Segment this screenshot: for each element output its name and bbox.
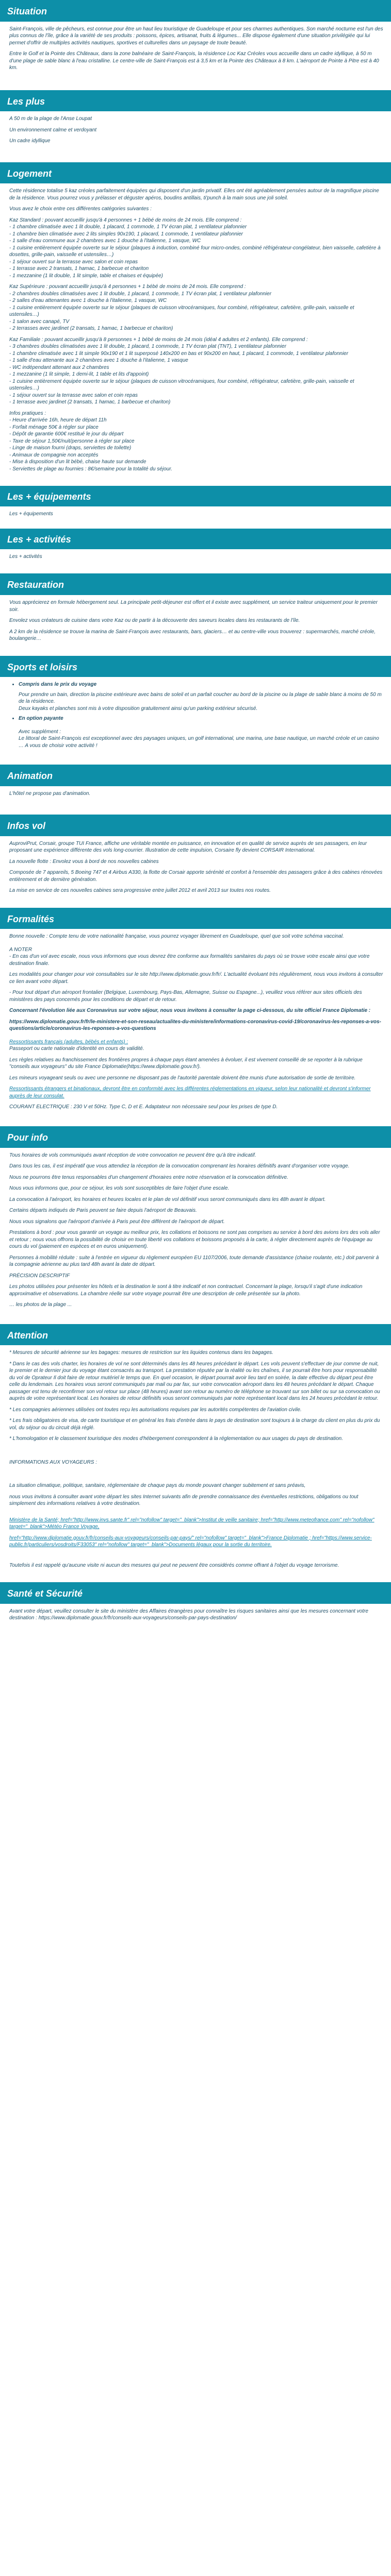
section-sante-securite (0, 1582, 391, 1622)
attention-paragraph-8: nous vous invitons à consulter avant votre départ les sites Internet suivants afin de prendre connaissance des éventuelles restrictions, obligations ou tout simplement des informations relatives à votre destination. (9, 1494, 359, 1507)
section-content-animation (0, 790, 391, 798)
logement-familiale-line: - 1 salle d'eau attenante aux 2 chambres avec 1 douche à l'italienne, 1 vasque (9, 358, 188, 364)
formalites-paragraph-4: Les modalités pour changer pour voir consultables sur le site http://www.diplomatie.gouv.fr/fr/. L'actualité évoluant très régulièrement, nous vous invitons à consulter ce lien avant votre départ. (9, 972, 383, 985)
plus-item: Un environnement calme et verdoyant (9, 127, 96, 133)
section-content-plus (0, 115, 391, 145)
section-content-sante-securite (0, 1608, 391, 1622)
pour-info-paragraph-8: Prestations à bord : pour vous garantir un voyage au meilleur prix, les collations et boissons ne sont pas comprises au service à bord des avions lors des vols aller et retour ; nous vous offrons la possibilité de choisir en toute liberté vos collations et boissons proposés à la carte, à régler directement auprès de l'équipage au cours du vol (paiement en espèces et en euros uniquement). (9, 1230, 380, 1250)
sante-securite-paragraph-1: Avant votre départ, veuillez consulter le site du ministère des Affaires étrangères pour connaître les risques sanitaires ainsi que les mesures concernant votre destination : https://www.diplomatie.gouv.fr/fr/conseils-aux-voyageurs/conseils-par-pays-destination/ (9, 1608, 368, 1621)
logement-standard-block (9, 217, 384, 280)
section-restauration (0, 573, 391, 642)
pour-info-paragraph-7: Nous vous signalons que l'aéroport d'arrivée à Paris peut être différent de l'aéroport de départ. (9, 1218, 225, 1225)
section-heading-logement: Logement (0, 162, 391, 184)
pour-info-paragraph-3: Nous ne pourrons être tenus responsables d'un changement d'horaires entre notre réservation et la convocation définitive. (9, 1174, 288, 1180)
sports-list-item-included (19, 681, 384, 712)
logement-standard-line: Kaz Standard : pouvant accueillir jusqu'à 4 personnes + 1 bébé de moins de 24 mois. Elle comprend : (9, 217, 242, 223)
sports-included-text: Pour prendre un bain, direction la piscine extérieure avec bains de soleil et un parfait coucher au bord de la piscine ou la plage de sable blanc à moins de 50 m de la résidence. (19, 691, 382, 705)
logement-standard-line: - 1 terrasse avec 2 transats, 1 hamac, 1 barbecue et chariton (9, 266, 149, 272)
activites-text: Les + activités (9, 553, 42, 560)
attention-paragraph-1: * Mesures de sécurité aérienne sur les bagages: mesures de restriction sur les liquides contenus dans les bagages. (9, 1350, 273, 1356)
logement-infos-line: Infos pratiques : (9, 410, 46, 416)
section-activites (0, 529, 391, 560)
section-equipements (0, 486, 391, 517)
attention-links-line-1[interactable]: Ministère de la Santé; href="http://www.invs.sante.fr" rel="nofollow" target="_blank">Institut de veille sanitaire; href="http://www.meteofrance.com" rel="nofollow" target="_blank">Météo France Voyage, (9, 1517, 374, 1530)
logement-infos-line: - Dépôt de garantie 600€ restitué le jour du départ (9, 431, 124, 437)
logement-standard-line: - 1 chambre bien climatisée avec 2 lits simples 90x190, 1 placard, 1 commode, 1 ventilateur plafonnier (9, 231, 243, 237)
sports-list (19, 681, 384, 749)
pour-info-paragraph-9: Personnes à mobilité réduite : suite à l'entrée en vigueur du règlement européen EU 1107/2006, toute demande d'assistance (chaise roulante, etc.) doit parvenir à la compagnie aérienne au plus tard 48h avant la date de départ. (9, 1255, 379, 1268)
section-heading-infos-vol: Infos vol (0, 815, 391, 836)
plus-item: A 50 m de la plage de l'Anse Loupat (9, 116, 92, 122)
attention-paragraph-3: * Les compagnies aériennes utilisées ont toutes reçu les autorisations requises par les autorités compétentes de l'aviation civile. (9, 1406, 302, 1413)
logement-familiale-line: - 1 terrasse avec jardinet (2 transats, 1 hamac, 1 barbecue et chariton) (9, 399, 171, 405)
formalites-paragraph-3: - En cas d'un vol avec escale, nous vous informons que vous devrez être conforme aux formalités sanitaires du pays où se trouve votre escale ainsi que votre destination finale. (9, 954, 370, 967)
sports-option-text: Le littoral de Saint-François est exceptionnel avec des paysages uniques, un golf international, une marina, une base nautique, un marché créole et un casino … A vous de choisir votre activité ! (19, 736, 379, 749)
section-content-sports (0, 681, 391, 749)
section-infos-vol (0, 815, 391, 894)
pour-info-paragraph-10: PRÉCISION DESCRIPTIF (9, 1273, 70, 1279)
formalites-paragraph-1: Bonne nouvelle : Compte tenu de votre nationalité française, vous pourrez voyager librement en Guadeloupe, quel que soit votre schéma vaccinal. (9, 934, 344, 940)
infos-vol-paragraph-2: La nouvelle flotte : Envolez vous à bord de nos nouvelles cabines (9, 858, 159, 865)
logement-paragraph-1: Cette résidence totalise 5 kaz créoles parfaitement équipées qui disposent d'un jardin privatif. Elles ont été agréablement pensées autour de la magnifique piscine de la résidence. Vous pourrez vous y prélasser et déguster apéros, boudins antillais, ti'punch à la main sous une joli soleil. (9, 188, 379, 201)
logement-infos-line: - Linge de maison fourni (draps, serviettes de toilette) (9, 445, 132, 451)
formalites-note-title: A NOTER (9, 946, 32, 953)
animation-text: L'hôtel ne propose pas d'animation. (9, 790, 91, 796)
pour-info-paragraph-11: Les photos utilisées pour présenter les hôtels et la destination le sont à titre indicatif et non contractuel. Concernant la plage, lorsqu'il s'agit d'une indication approximative et observations. La chambre réelle sur votre voyage pourrait être une description de celle présentée sur la photo. (9, 1284, 363, 1297)
logement-infos-line: - Mise à disposition d'un lit bébé, chaise haute sur demande (9, 459, 146, 465)
sports-option-sub: Avec supplément : (19, 728, 61, 735)
section-heading-activites: Les + activités (0, 529, 391, 549)
section-content-situation (0, 26, 391, 72)
formalites-paragraph-6: Concernant l'évolution liée aux Coronavirus sur votre séjour, nous vous invitons à consulter la page ci-dessous, du site officiel France Diplomatie : (9, 1008, 371, 1014)
section-heading-sports: Sports et loisirs (0, 656, 391, 677)
section-heading-formalites: Formalités (0, 908, 391, 929)
section-content-attention (0, 1349, 391, 1569)
restauration-paragraph-3: A 2 km de la résidence se trouve la marina de Saint-François avec restaurants, bars, glaciers… et au centre-ville vous trouverez : supermarchés, marché créole, boulangerie… (9, 629, 376, 642)
infos-vol-paragraph-1: AuproviPrut, Corsair, groupe TUI France, affiche une véritable montée en puissance, en innovation et en qualité de service auprès de ses passagers, en leur proposant une expérience différente des vols long-courrier. Illustration de cette impulsion, Corsaire fly devient CORSAIR International. (9, 840, 367, 854)
logement-standard-line: - 1 salle d'eau commune aux 2 chambres avec 1 douche à l'italienne, 1 vasque, WC (9, 238, 201, 244)
section-content-activites (0, 553, 391, 561)
logement-superieur-line: - 1 cuisine entièrement équipée ouverte sur le séjour (plaques de cuisson vitrocéramiques, four combiné, réfrigérateur, cafetière, grille-pain, vaisselle et ustensiles…) (9, 304, 354, 318)
logement-standard-line: - 1 cuisine entièrement équipée ouverte sur le séjour (plaques à induction, combiné four micro-ondes, combiné réfrigérateur-congélateur, bien vaisselle, cafetière à dosettes, grille-pain, vaisselle et ustensiles…) (9, 245, 381, 258)
section-heading-animation: Animation (0, 765, 391, 786)
section-content-pour-info (0, 1152, 391, 1309)
section-content-infos-vol (0, 840, 391, 894)
formalites-paragraph-9: Passeport ou carte nationale d'identité en cours de validité. (9, 1046, 144, 1052)
section-heading-restauration: Restauration (0, 573, 391, 595)
logement-standard-line: - 1 mezzanine (1 lit double, 1 lit simple, table et chaises et équipée) (9, 273, 163, 279)
sports-list-item-option (19, 715, 384, 749)
logement-standard-line: - 1 chambre climatisée avec 1 lit double, 1 placard, 1 commode, 1 TV écran plat, 1 ventilateur plafonnier (9, 224, 247, 230)
pour-info-paragraph-6: Certains départs indiqués de Paris peuvent se faire depuis l'aéroport de Beauvais. (9, 1208, 197, 1214)
logement-paragraph-2: Vous avez le choix entre ces différentes catégories suivantes : (9, 206, 152, 212)
formalites-ressortissants-link[interactable]: Ressortissants français (adultes, bébés et enfants) : (9, 1039, 128, 1045)
logement-familiale-line: - 1 séjour ouvert sur la terrasse avec salon et coin repas (9, 392, 138, 398)
sports-included-text-2: Deux kayaks et planches sont mis à votre disposition gratuitement ainsi qu'un parking extérieur sécurisé. (19, 705, 258, 711)
logement-familiale-line: - WC indépendant attenant aux 2 chambres (9, 364, 109, 370)
logement-infos-line: - Forfait ménage 50€ à régler sur place (9, 424, 99, 430)
restauration-paragraph-2: Envolez vous créateurs de cuisine dans votre Kaz ou de partir à la découverte des saveurs locales dans les restaurants de l'île. (9, 618, 300, 624)
logement-infos-line: - Animaux de compagnie non acceptés (9, 452, 99, 458)
attention-paragraph-6: INFORMATIONS AUX VOYAGEURS : (9, 1459, 97, 1465)
logement-familiale-line: - 1 cuisine entièrement équipée ouverte sur le séjour (plaques de cuisson vitrocéramiques, four combiné, réfrigérateur, cafetière, grille-pain, vaisselle et ustensiles…) (9, 378, 354, 392)
formalites-paragraph-7: https://www.diplomatie.gouv.fr/fr/le-ministere-et-son-reseau/actualites-du-ministere/informations-coronavirus-covid-19/coronavirus-les-reponses-a-vos-questions/article/coronavirus-les-reponses-a-vos-questions (9, 1019, 381, 1032)
section-plus (0, 90, 391, 145)
logement-standard-line: - 1 séjour ouvert sur la terrasse avec salon et coin repas (9, 259, 138, 265)
equipements-text: Les + équipements (9, 511, 53, 517)
infos-vol-paragraph-4: La mise en service de ces nouvelles cabines sera progressive entre juillet 2012 et avril 2013 sur toutes nos routes. (9, 888, 271, 894)
section-content-formalites (0, 933, 391, 1111)
section-content-equipements (0, 511, 391, 518)
infos-vol-paragraph-3: Composée de 7 appareils, 5 Boeing 747 et 4 Airbus A330, la flotte de Corsair apporte sérénité et confort à l'ensemble des passagers grâce à des cabines rénovées entièrement et de dernière génération. (9, 870, 383, 883)
sports-option-title: • En option payante (19, 716, 63, 722)
logement-infos-line: - Taxe de séjour 1,50€/nuit/personne à régler sur place (9, 438, 135, 444)
section-formalites (0, 908, 391, 1111)
pour-info-paragraph-1: Tous horaires de vols communiqués avant réception de votre convocation ne peuvent être qu'à titre indicatif. (9, 1152, 256, 1158)
sports-included-title: • Compris dans le prix du voyage (19, 682, 97, 688)
logement-superieur-line: - 2 chambres doubles climatisées avec 1 lit double, 1 placard, 1 commode, 1 TV écran plat, 1 ventilateur plafonnier (9, 291, 272, 297)
section-heading-situation: Situation (0, 0, 391, 22)
formalites-paragraph-5: - Pour tout départ d'un aéroport frontalier (Belgique, Luxembourg, Pays-Bas, Allemagne, Suisse ou Espagne...), veuillez vous référer aux sites officiels des ministères des pays concernés pour les conditions de départ et de retour. (9, 990, 362, 1003)
section-heading-plus: Les plus (0, 90, 391, 112)
formalites-paragraph-12[interactable]: Ressortissants étrangers et binationaux, devront être en conformité avec les différentes réglementations en vigueur, selon leur nationalité et devront s'informer auprès de leur consulat. (9, 1086, 371, 1099)
pour-info-paragraph-12: … les photos de la plage ... (9, 1302, 72, 1308)
pour-info-paragraph-5: La convocation à l'aéroport, les horaires et heures locales et le plan de vol définitif vous seront communiqués dans les 48h avant le départ. (9, 1196, 326, 1202)
section-situation (0, 0, 391, 72)
section-logement (0, 162, 391, 473)
attention-paragraph-11: Toutefois il est rappelé qu'aucune visite ni aucun des mesures qui peut ne peuvent être considérés comme offrant à l'objet du voyage terrorisme. (9, 1562, 339, 1568)
pour-info-paragraph-2: Dans tous les cas, il est impératif que vous attendiez la réception de la convocation comprenant les horaires définitifs avant d'organiser votre voyage. (9, 1163, 350, 1170)
section-animation (0, 765, 391, 797)
logement-superieur-line: - 2 salles d'eau attenantes avec 1 douche à l'italienne, 1 vasque, WC (9, 298, 167, 304)
logement-superieur-line: Kaz Supérieure : pouvant accueillir jusqu'à 4 personnes + 1 bébé de moins de 24 mois. Elle comprend : (9, 284, 246, 290)
situation-paragraph-2: Entre le Golf et la Pointe des Châteaux, dans la zone balnéaire de Saint-François, la résidence Loc Kaz Créoles vous accueille dans un cadre idyllique, à 50 m d'une plage de sable blanc à l'eau cristalline. Le centre-ville de Saint-François est à 3,5 km et la Pointe des Châteaux à 8 km. L'aéroport de Pointe à Pitre est à 40 km. (9, 51, 379, 71)
logement-superieur-line: - 2 terrasses avec jardinet (2 transats, 1 hamac, 1 barbecue et chariton) (9, 326, 173, 332)
restauration-paragraph-1: Vous apprécierez en formule hébergement seul. La principale petit-déjeuner est offert et il existe avec supplément, un service traiteur uniquement pour le premier soir. (9, 600, 378, 613)
attention-paragraph-2: * Dans le cas des vols charter, les horaires de vol ne sont déterminés dans les 48 heures précédant le départ. Les vols peuvent s'effectuer de jour comme de nuit, le premier et le dernier jour du voyage étant consacrés au transport. La prestation réputée par la réalité ou les chaînes, il se pourrait être hors pour responsabilité du vol de Oprateur Il doit faire de retour mutériel le temps que. En quel occasion, le départ pourrait avoir lieu tard en soirée, la date effective du départ peut être celle du lendemain. Les horaires vous seront communiqués par mail ou par fax, sur votre convocation aéroport dans les 48 heures précédant le départ. Chaque passager est tenu de reconfirmer son vol retour sur place (48 heures) avant son retour au numéro de téléphone se trouvant sur son billet ou sur sa convocation ou auprès de votre représentant local. Les horaires de retour définitifs vous seront communiqués par notre représentant local dans les 24 heures précédant le retour. (9, 1361, 380, 1402)
situation-paragraph-1: Saint-François, ville de pêcheurs, est connue pour être un haut lieu touristique de Guadeloupe et pour ses charmes authentiques. Son marché nocturne est l'un des plus connus de l'île, grâce à la variété de ses produits : poissons, épices, artisanat, fruits & légumes... Elle dispose également d'une situation privilégiée qui lui permet d'offrir de multiples activités nautiques, sportives et culturelles dans un paysage de toute beauté. (9, 26, 383, 46)
section-content-restauration (0, 599, 391, 642)
attention-paragraph-7: La situation climatique, politique, sanitaire, réglementaire de chaque pays du monde pouvant changer subitement et sans préavis, (9, 1483, 306, 1489)
attention-paragraph-4: * Les frais obligatoires de visa, de carte touristique et en général les frais d'entrée dans le pays de destination sont toujours à la charge du client en plus du prix du vol, du séjour ou du circuit déjà réglé. (9, 1418, 380, 1431)
logement-infos-line: - Heure d'arrivée 16h, heure de départ 11h (9, 417, 107, 423)
logement-familiale-line: - 1 chambre climatisée avec 1 lit simple 90x190 et 1 lit superposé 140x200 en bas et 90x200 en haut, 1 placard, 1 commode, 1 ventilateur plafonnier (9, 350, 349, 357)
logement-familiale-line: - 1 mezzanine (1 lit simple, 1 demi-lit, 1 table et lits d'appoint) (9, 371, 149, 378)
section-heading-pour-info: Pour info (0, 1126, 391, 1148)
formalites-paragraph-11: Les mineurs voyageant seuls ou avec une personne ne disposant pas de l'autorité parentale doivent être munis d'une autorisation de sortie de territoire. (9, 1075, 356, 1081)
pour-info-paragraph-4: Nous vous informons que, pour ce séjour, les vols sont susceptibles de faire l'objet d'une escale. (9, 1185, 230, 1192)
section-heading-equipements: Les + équipements (0, 486, 391, 506)
section-content-logement (0, 188, 391, 472)
attention-links-line-2[interactable]: href="http://www.diplomatie.gouv.fr/fr/conseils-aux-voyageurs/conseils-par-pays/" rel="nofollow" target="_blank">France Diplomatie ; href="https://www.service-public.fr/particuliers/vosdroits/F33053" rel="nofollow" target="_blank">Documents légaux pour la sortie du territoire. (9, 1535, 372, 1548)
logement-infos-line: - Serviettes de plage au fournies : 8€/semaine pour la totalité du séjour. (9, 466, 172, 472)
logement-superieur-line: - 1 salon avec canapé, TV (9, 318, 70, 325)
section-heading-sante-securite: Santé et Sécurité (0, 1582, 391, 1604)
section-attention (0, 1324, 391, 1569)
logement-infos-block (9, 410, 384, 473)
section-pour-info (0, 1126, 391, 1309)
formalites-paragraph-13: COURANT ELECTRIQUE : 230 V et 50Hz. Type C, D et E. Adaptateur non nécessaire seul pour les prises de type D. (9, 1104, 278, 1110)
section-sports (0, 656, 391, 750)
logement-familiale-line: Kaz Familiale : pouvant accueillir jusqu'à 8 personnes + 1 bébé de moins de 24 mois (idéal 4 adultes et 2 enfants). Elle comprend : (9, 336, 308, 343)
logement-superieur-block (9, 283, 384, 332)
formalites-paragraph-10: Les règles relatives au franchissement des frontières propres à chaque pays étant amenées à évoluer, il est vivement conseillé de se reporter à la rubrique "conseils aux voyageurs" du site France Diplomatie(https://www.diplomatie.gouv.fr/). (9, 1057, 363, 1070)
logement-familiale-block (9, 336, 384, 406)
plus-item: Un cadre idyllique (9, 138, 51, 144)
attention-paragraph-5: * L'homologation et le classement touristique des modes d'hébergement correspondent à la réglementation ou aux usages du pays de destination. (9, 1436, 344, 1442)
section-heading-attention: Attention (0, 1324, 391, 1346)
logement-familiale-line: - 3 chambres doubles climatisées avec 1 lit double, 1 placard, 1 commode, 1 TV écran plat (TNT), 1 ventilateur plafonnier (9, 344, 286, 350)
